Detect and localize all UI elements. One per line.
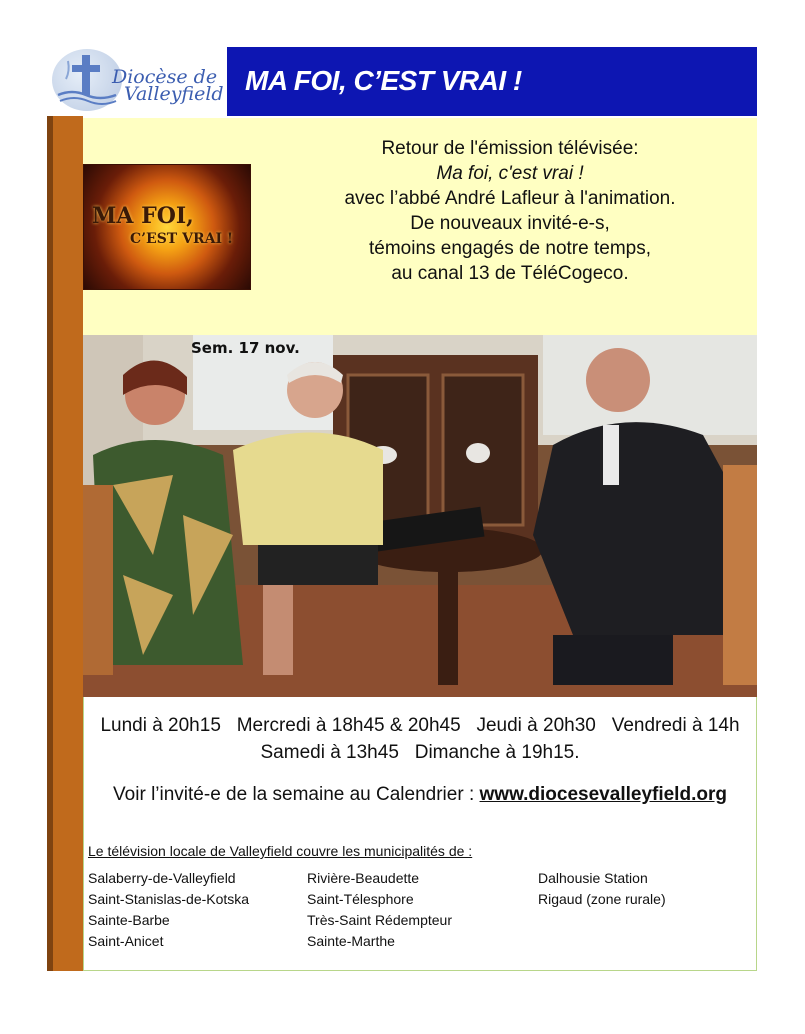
show-logo-line2: C’EST VRAI ! xyxy=(130,231,234,247)
side-bar-decoration xyxy=(47,116,83,971)
calendar-notice xyxy=(83,784,757,806)
show-logo-image xyxy=(83,164,251,290)
diocese-logo xyxy=(50,47,226,117)
page-title: MA FOI, C’EST VRAI ! xyxy=(245,65,522,96)
municipality-item: Très-Saint Rédempteur xyxy=(307,912,452,928)
municipality-item: Dalhousie Station xyxy=(538,870,648,886)
schedule-line2: Samedi à 13h45 Dimanche à 19h15. xyxy=(260,742,580,763)
municipality-item: Sainte-Marthe xyxy=(307,933,395,949)
municipality-item: Saint-Stanislas-de-Kotska xyxy=(88,891,250,907)
municipality-item: Rigaud (zone rurale) xyxy=(538,891,666,907)
municipality-item: Salaberry-de-Valleyfield xyxy=(88,870,236,886)
intro-line6: au canal 13 de TéléCogeco. xyxy=(391,263,629,284)
intro-line1: Retour de l'émission télévisée: xyxy=(381,138,639,159)
logo-line1: Diocèse de xyxy=(112,66,218,88)
website-link[interactable]: www.diocesevalleyfield.org xyxy=(479,784,727,805)
municipality-item: Rivière-Beaudette xyxy=(307,870,420,886)
municipality-item: Saint-Anicet xyxy=(88,933,164,949)
municipality-item: Sainte-Barbe xyxy=(88,912,170,928)
calendar-text: Voir l’invité-e de la semaine au Calendrier : xyxy=(113,784,480,805)
logo-line2: Valleyfield xyxy=(124,83,224,105)
schedule-line1: Lundi à 20h15 Mercredi à 18h45 & 20h45 Jeudi à 20h30 Vendredi à 14h xyxy=(100,715,740,736)
intro-line3: avec l’abbé André Lafleur à l'animation. xyxy=(344,188,676,209)
municipalities-heading: Le télévision locale de Valleyfield couvre les municipalités de : xyxy=(88,843,473,859)
show-logo-line1: MA FOI, xyxy=(92,203,194,229)
intro-text xyxy=(290,136,730,286)
municipality-item: Saint-Télesphore xyxy=(307,891,414,907)
intro-show-name: Ma foi, c'est vrai ! xyxy=(436,163,584,184)
broadcast-schedule xyxy=(83,712,757,766)
photo-caption: Sem. 17 nov. xyxy=(191,339,300,357)
intro-line4: De nouveaux invité-e-s, xyxy=(410,213,610,234)
municipalities-column-2 xyxy=(307,868,452,952)
logo-text xyxy=(112,66,224,105)
guests-photo-illustration xyxy=(83,335,757,697)
header-bar xyxy=(227,47,757,116)
guests-photo xyxy=(83,335,757,697)
intro-line5: témoins engagés de notre temps, xyxy=(368,238,651,259)
municipalities-column-3 xyxy=(538,868,666,910)
municipalities-column-1 xyxy=(88,868,249,952)
